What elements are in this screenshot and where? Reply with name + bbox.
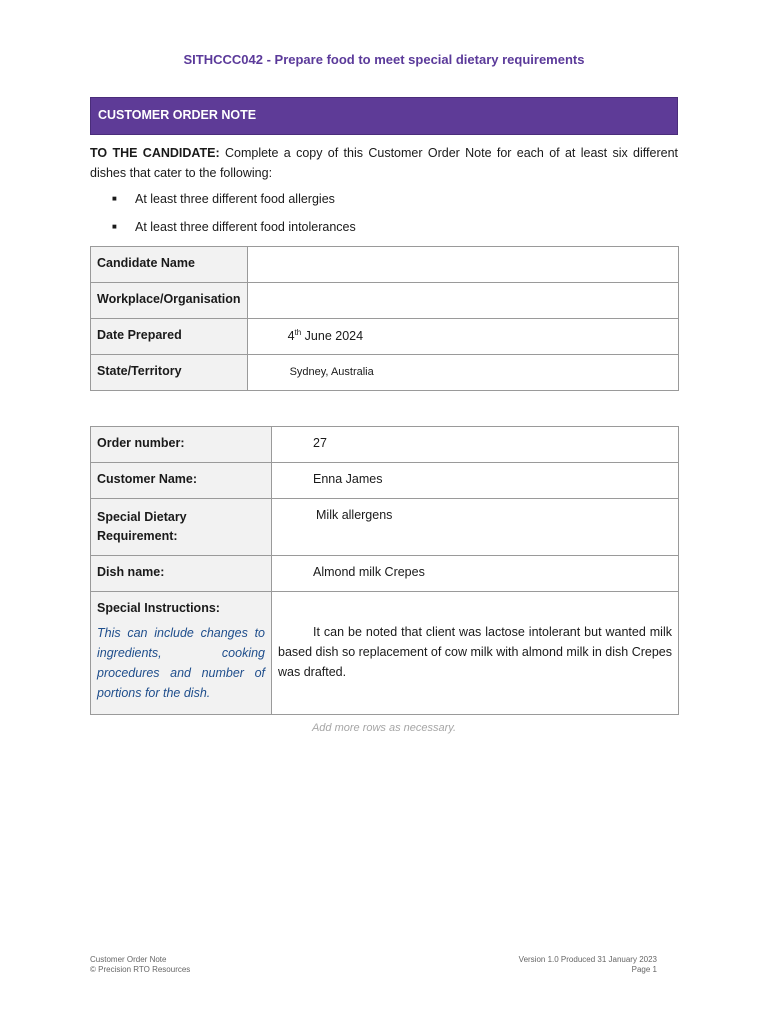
instructions-text: Complete a copy of this Customer Order Note for each of at least six different dishes that cater to the following: bbox=[90, 146, 678, 180]
special-instructions-title: Special Instructions: bbox=[97, 601, 220, 615]
candidate-instructions bbox=[90, 143, 678, 183]
dish-name-field[interactable]: Almond milk Crepes bbox=[272, 556, 679, 592]
bullet-square-icon: ■ bbox=[112, 222, 117, 231]
table-row bbox=[91, 556, 679, 592]
table-row bbox=[91, 247, 679, 283]
special-instructions-hint: This can include changes to ingredients, cooking procedures and number of portions for the dish. bbox=[97, 626, 265, 700]
table-row bbox=[91, 499, 679, 556]
table-row bbox=[91, 319, 679, 355]
candidate-name-field[interactable] bbox=[247, 247, 678, 283]
page-number: Page 1 bbox=[631, 965, 657, 974]
instructions-lead: TO THE CANDIDATE: bbox=[90, 146, 220, 160]
list-item: ■ At least three different food intolerances bbox=[112, 217, 356, 245]
requirements-list bbox=[112, 189, 356, 245]
special-instructions-field[interactable]: It can be noted that client was lactose intolerant but wanted milk based dish so replacement of cow milk with almond milk in dish Crepes was drafted. bbox=[272, 592, 679, 715]
dietary-requirement-field[interactable]: Milk allergens bbox=[272, 499, 679, 556]
customer-name-field[interactable]: Enna James bbox=[272, 463, 679, 499]
candidate-details-table bbox=[90, 246, 679, 391]
order-details-table bbox=[90, 426, 679, 715]
table-row bbox=[91, 283, 679, 319]
order-number-label: Order number: bbox=[91, 427, 272, 463]
add-rows-note: Add more rows as necessary. bbox=[311, 722, 457, 734]
workplace-label: Workplace/Organisation bbox=[91, 283, 248, 319]
order-number-field[interactable]: 27 bbox=[272, 427, 679, 463]
candidate-name-label: Candidate Name bbox=[91, 247, 248, 283]
special-instructions-label bbox=[91, 592, 272, 715]
footer-left: Customer Order Note © Precision RTO Resources bbox=[90, 955, 191, 974]
section-banner: CUSTOMER ORDER NOTE bbox=[90, 97, 678, 135]
table-row bbox=[91, 427, 679, 463]
bullet-square-icon: ■ bbox=[112, 194, 117, 203]
dietary-requirement-label: Special Dietary Requirement: bbox=[91, 499, 272, 556]
document-title: SITHCCC042 - Prepare food to meet special dietary requirements bbox=[183, 52, 585, 67]
date-prepared-label: Date Prepared bbox=[91, 319, 248, 355]
table-row bbox=[91, 355, 679, 391]
table-row bbox=[91, 463, 679, 499]
state-territory-label: State/Territory bbox=[91, 355, 248, 391]
state-territory-field[interactable]: Sydney, Australia bbox=[247, 355, 678, 391]
workplace-field[interactable] bbox=[247, 283, 678, 319]
date-prepared-field[interactable]: 4th June 2024 bbox=[247, 319, 678, 355]
list-item: ■ At least three different food allergies bbox=[112, 189, 356, 217]
customer-name-label: Customer Name: bbox=[91, 463, 272, 499]
table-row bbox=[91, 592, 679, 715]
footer-right: Version 1.0 Produced 31 January 2023 Page 1 bbox=[518, 955, 657, 974]
dish-name-label: Dish name: bbox=[91, 556, 272, 592]
